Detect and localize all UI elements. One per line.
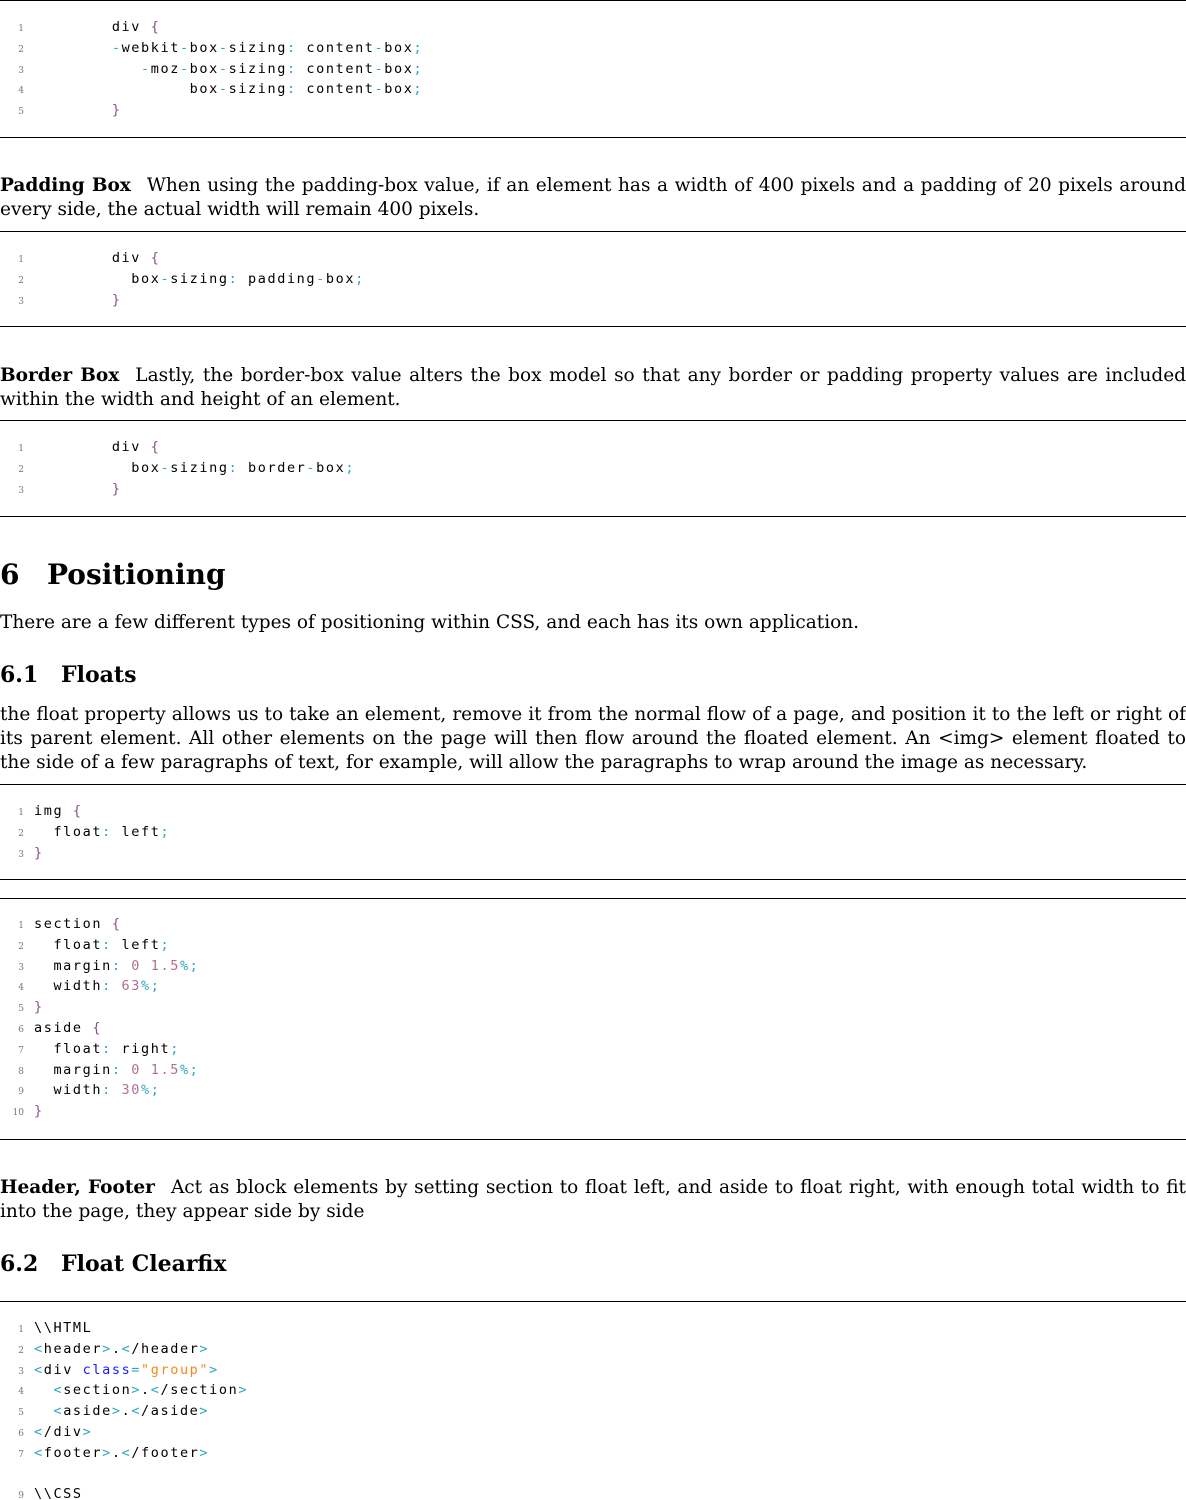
code-token: aside [63,1403,112,1420]
code-token: \\HTML [34,1320,93,1336]
header-footer-text: Act as block elements by setting section to float left, and aside to float right, with enough total width to fit into the page, they appear side by side [0,1177,1186,1222]
line-number: 6 [18,1025,24,1035]
code-token: content [296,60,375,77]
code-line [0,79,423,99]
code-line [0,822,170,842]
code-token: padding [238,270,317,287]
code-token: } [34,1103,44,1120]
code-token: 63 [111,978,142,995]
code-listing-content-box [0,0,1186,138]
code-token: : [102,1082,112,1099]
code-token: left [111,936,161,953]
code-token: { [150,250,161,266]
code-line [0,290,122,310]
code-token: margin [34,1061,112,1078]
code-token: . [111,1340,122,1357]
code-token: - [316,270,326,287]
line-number: 9 [18,1491,24,1500]
code-token [34,40,112,56]
code-token: : [228,270,239,287]
code-token: > [131,1382,142,1399]
code-token: /header [131,1340,200,1357]
code-token: ; [160,936,171,953]
line-number: 6 [18,1429,24,1439]
code-line [0,17,160,37]
line-number: 5 [18,1004,24,1015]
code-token: - [218,81,229,98]
line-number: 2 [18,828,24,839]
code-token: sizing [170,459,229,476]
code-token: : [102,823,112,840]
code-token: box [189,60,219,77]
code-token: div [43,1361,83,1378]
code-token: aside [34,1020,93,1036]
line-number: 3 [18,962,24,973]
line-number: 8 [18,1066,24,1077]
code-token: ; [170,1040,180,1057]
code-token: "group" [141,1361,210,1378]
code-token: 0 1.5 [121,957,180,974]
code-token: \\CSS [34,1486,83,1500]
code-token: div [34,19,151,35]
code-token [34,481,112,497]
code-token: } [34,844,44,861]
header-footer-heading: Header, Footer [0,1177,155,1198]
code-line [0,1039,180,1059]
section-number: 6 [0,558,20,591]
paragraph-header-footer [0,1176,1186,1224]
code-token: < [131,1403,142,1420]
code-token: { [92,1020,103,1036]
code-token: - [160,459,171,476]
subsection-title: Float Clearfix [61,1251,227,1277]
code-token: : [102,978,112,995]
code-token: box [316,459,346,476]
code-line [0,1401,209,1421]
code-token: % [179,1061,190,1078]
subsection-number: 6.2 [0,1251,39,1277]
code-token: - [141,60,151,77]
code-token: box [34,81,219,98]
code-token: content [296,81,375,98]
code-listing-img-float [0,784,1186,880]
code-token: box [325,270,356,287]
code-token: div [34,439,151,455]
subsection-heading-float-clearfix [0,1251,227,1277]
code-listing-section-aside [0,898,1186,1140]
code-token: : [102,1040,112,1057]
code-token: > [111,1403,122,1420]
code-token: > [238,1382,249,1399]
code-token: > [199,1340,210,1357]
code-token: - [306,459,317,476]
line-number: 3 [18,296,24,307]
code-token [34,102,112,118]
code-token: sizing [170,270,229,287]
code-token: ; [160,823,171,840]
code-line [0,843,44,863]
code-token: 30 [111,1082,142,1099]
code-token: ; [413,60,424,77]
code-token: sizing [228,81,287,98]
code-token: - [179,60,190,77]
code-token: % [141,978,151,995]
line-number: 7 [18,1449,24,1460]
code-token: ; [413,39,424,56]
code-token: ; [150,1082,161,1099]
code-token: > [102,1340,112,1357]
code-token: : [286,39,297,56]
code-token: box [34,459,161,476]
code-token: margin [34,957,112,974]
code-token: ; [189,1061,200,1078]
line-number: 1 [18,255,24,265]
code-token: ; [150,978,161,995]
code-token: } [111,291,122,308]
code-token: : [286,81,297,98]
code-token: : [228,459,239,476]
code-token: { [111,916,122,932]
padding-box-heading: Padding Box [0,175,131,196]
line-number: 4 [18,86,24,97]
code-token: : [102,936,112,953]
code-token [34,61,141,77]
code-token [34,292,112,308]
code-token: . [121,1403,132,1420]
code-line [0,59,423,79]
code-line [0,1339,209,1359]
code-token: . [141,1382,151,1399]
code-token: % [141,1082,151,1099]
code-line [0,479,122,499]
code-token: < [53,1403,64,1420]
code-token: content [296,39,375,56]
code-token: - [111,39,122,56]
code-token: /div [43,1424,83,1440]
floats-text: the float property allows us to take an element, remove it from the normal flow of a page, and position it to the left or right of its parent element. All other elements on the page will then flow around the floated element. An <img> element floated to the side of a few paragraphs of text, for example, will allow the paragraphs to wrap around the image as necessary. [0,704,1186,773]
code-token: - [218,39,229,56]
code-token: : [111,957,122,974]
code-token: - [374,39,385,56]
line-number: 7 [18,1045,24,1056]
code-token: div [34,250,151,266]
code-token: > [199,1444,210,1461]
code-line [0,1443,209,1463]
subsection-title: Floats [61,662,137,688]
line-number: 1 [18,1325,24,1335]
code-token: ; [345,459,356,476]
code-token: < [121,1340,132,1357]
code-line [0,1060,199,1080]
code-token: < [34,1444,44,1461]
padding-box-text: When using the padding-box value, if an element has a width of 400 pixels and a padding of 20 pixels around every side, the actual width will remain 400 pixels. [0,175,1186,220]
code-token: < [53,1382,64,1399]
code-token: < [150,1382,161,1399]
code-token: sizing [228,39,287,56]
code-token: ; [189,957,200,974]
code-token: float [34,936,103,953]
code-token: % [179,957,190,974]
code-line [0,976,160,996]
code-token: } [111,102,122,119]
code-token: ; [413,81,424,98]
code-token: } [111,480,122,497]
code-token: - [179,39,190,56]
line-number: 10 [12,1108,24,1119]
line-number: 3 [18,1366,24,1377]
code-token: : [286,60,297,77]
code-token [34,1403,53,1419]
code-line [0,801,83,821]
code-listing-clearfix [0,1301,1186,1500]
code-line [0,1422,92,1442]
code-token: > [199,1403,210,1420]
code-token: border [238,459,307,476]
code-line [0,914,122,934]
code-token: webkit [121,39,180,56]
code-token: . [111,1444,122,1461]
code-token: /aside [141,1403,200,1420]
section-title: Positioning [47,558,226,591]
line-number: 3 [18,65,24,76]
code-token: section [34,916,112,932]
code-token: box [384,81,414,98]
line-number: 2 [18,464,24,475]
code-token: < [34,1361,44,1378]
code-line [0,38,423,58]
code-token: { [72,803,83,819]
code-token: class [82,1361,132,1378]
line-number: 3 [18,849,24,860]
code-token: /footer [131,1444,200,1461]
line-number: 1 [18,921,24,931]
border-box-text: Lastly, the border-box value alters the box model so that any border or padding property values are included within the width and height of an element. [0,365,1186,410]
subsection-heading-floats [0,662,136,688]
code-line [0,1101,44,1121]
code-token: : [111,1061,122,1078]
code-token: > [82,1424,93,1440]
border-box-heading: Border Box [0,365,120,386]
code-token: = [131,1361,142,1378]
line-number: 5 [18,107,24,118]
code-listing-padding-box [0,231,1186,327]
code-token: moz [150,60,180,77]
code-token: /section [160,1382,239,1399]
line-number: 1 [18,24,24,34]
code-token: right [111,1040,171,1057]
code-token: sizing [228,60,287,77]
code-line [0,1018,102,1038]
code-token: box [189,39,219,56]
line-number: 2 [18,44,24,55]
code-token: { [150,439,161,455]
code-token: float [34,823,103,840]
code-token: ; [355,270,365,287]
line-number: 2 [18,275,24,286]
code-token: box [34,270,161,287]
code-line [0,248,160,268]
paragraph-border-box [0,364,1186,412]
code-token: img [34,803,73,819]
code-token: footer [43,1444,103,1461]
code-token: - [160,270,171,287]
code-token: > [102,1444,112,1461]
paragraph-positioning-intro [0,611,1186,635]
code-token: > [209,1361,219,1378]
code-token: box [384,39,414,56]
code-token: float [34,1040,103,1057]
paragraph-floats [0,703,1186,775]
code-line [0,1380,248,1400]
code-line [0,997,44,1017]
subsection-number: 6.1 [0,662,39,688]
code-token: < [121,1444,132,1461]
line-number: 4 [18,1387,24,1398]
code-token: } [34,999,44,1016]
code-listing-border-box [0,420,1186,517]
code-token: width [34,978,103,995]
code-token: left [111,823,161,840]
line-number: 5 [18,1408,24,1419]
code-line [0,1464,34,1484]
code-token: - [218,60,229,77]
line-number: 2 [18,1345,24,1356]
code-line [0,1318,92,1338]
code-line [0,956,199,976]
code-line [0,935,170,955]
code-token: width [34,1082,103,1099]
code-token: < [34,1340,44,1357]
code-line [0,458,355,478]
paragraph-padding-box [0,174,1186,222]
code-token: box [384,60,414,77]
code-line [0,100,122,120]
code-token: { [150,19,161,35]
line-number: 4 [18,983,24,994]
code-line [0,437,160,457]
line-number: 1 [18,444,24,454]
positioning-intro-text: There are a few different types of positioning within CSS, and each has its own application. [0,612,860,633]
line-number: 9 [18,1087,24,1098]
code-token: < [34,1424,44,1440]
code-token: header [43,1340,103,1357]
line-number: 2 [18,941,24,952]
code-token: section [63,1382,132,1399]
line-number: 3 [18,485,24,496]
code-line [0,1484,83,1500]
code-token: - [374,60,385,77]
code-line [0,1080,160,1100]
section-heading-positioning [0,558,226,591]
code-token [34,1382,53,1398]
code-token: 0 1.5 [121,1061,180,1078]
line-number: 1 [18,808,24,818]
code-token: - [374,81,385,98]
code-line [0,269,365,289]
code-line [0,1360,219,1380]
